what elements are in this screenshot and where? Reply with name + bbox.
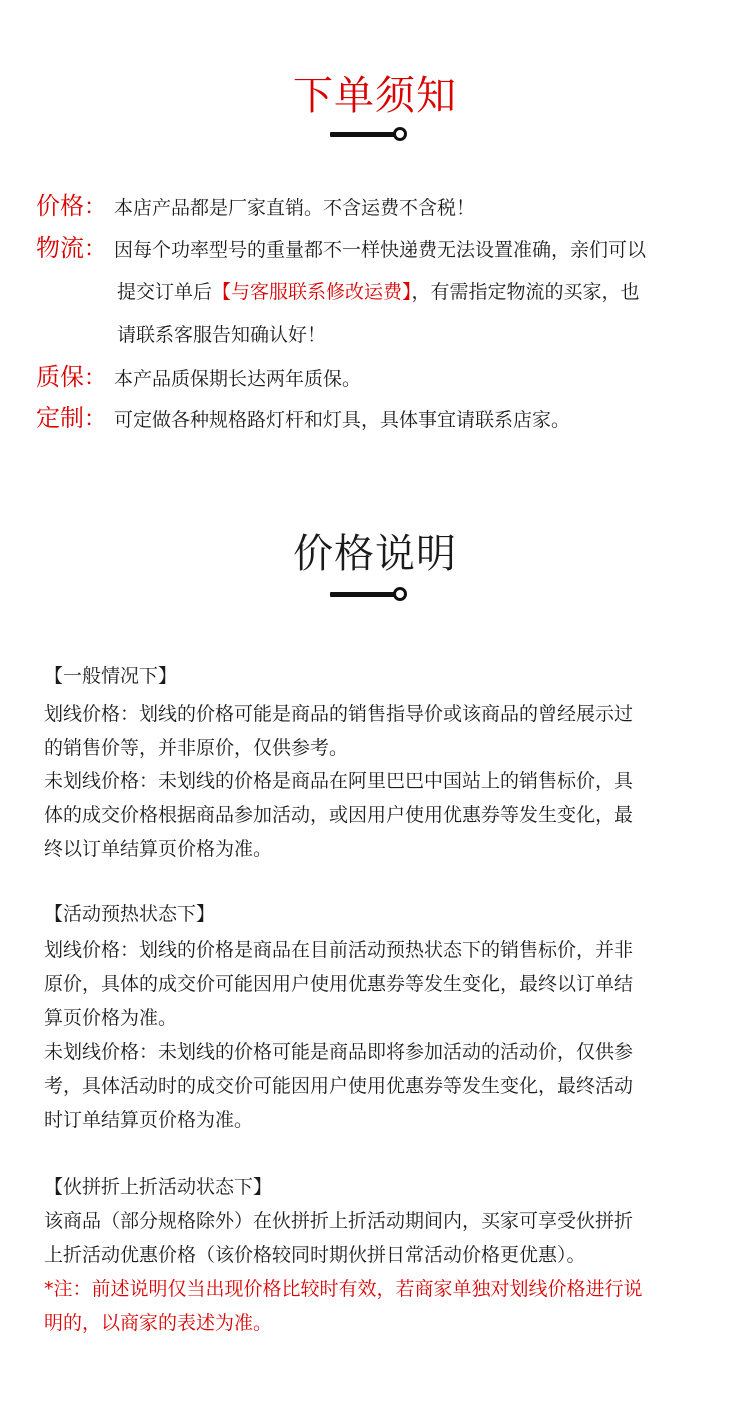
- notice-label-custom: 定制: [36, 404, 84, 432]
- price-title: 价格说明: [293, 531, 457, 577]
- divider-ring: [393, 587, 407, 601]
- price-line: 考，具体活动时的成交价可能因用户使用优惠券等发生变化，最终活动: [44, 1075, 634, 1097]
- price-line: 划线价格：划线的价格可能是商品的销售指导价或该商品的曾经展示过: [44, 703, 634, 725]
- price-line: 算页价格为准。: [44, 1007, 178, 1029]
- notice-text-price: 本店产品都是厂家直销。不含运费不含税！: [114, 197, 476, 219]
- notice-logistics-line2: [117, 279, 640, 305]
- price-heading-general: 【一般情况下】: [44, 665, 178, 687]
- price-heading-preheat: 【活动预热状态下】: [44, 903, 216, 925]
- notice-label-logistics: 物流: [36, 234, 84, 262]
- price-line: 时订单结算页价格为准。: [44, 1109, 254, 1131]
- divider-bar: [330, 592, 396, 597]
- price-line: 该商品（部分规格除外）在伙拼折上折活动期间内，买家可享受伙拼折: [44, 1210, 634, 1232]
- logistics-line2-after: ，有需指定物流的买家，也: [411, 281, 640, 303]
- price-line: 终以订单结算页价格为准。: [44, 838, 273, 860]
- price-title-divider: [330, 587, 406, 601]
- price-note-line: 明的，以商家的表述为准。: [44, 1312, 273, 1334]
- price-heading-group-buy: 【伙拼折上折活动状态下】: [44, 1176, 273, 1198]
- notice-label-price: 价格: [36, 192, 84, 220]
- logistics-line2-before: 提交订单后: [117, 281, 213, 303]
- notice-row-price: [36, 193, 475, 221]
- price-line: 划线价格：划线的价格是商品在目前活动预热状态下的销售标价，并非: [44, 939, 634, 961]
- notice-text-warranty: 本产品质保期长达两年质保。: [114, 368, 362, 390]
- divider-ring: [393, 127, 407, 141]
- price-line: 上折活动优惠价格（该价格较同时期伙拼日常活动价格更优惠）。: [44, 1244, 586, 1266]
- notice-title-divider: [330, 127, 406, 141]
- notice-logistics-line3: 请联系客服告知确认好！: [117, 324, 327, 346]
- price-line: 体的成交价格根据商品参加活动，或因用户使用优惠券等发生变化，最: [44, 804, 634, 826]
- notice-colon: ：: [84, 195, 107, 220]
- notice-row-logistics: [36, 235, 646, 263]
- notice-row-custom: [36, 405, 570, 433]
- notice-label-warranty: 质保: [36, 363, 84, 391]
- notice-colon: ：: [84, 237, 107, 262]
- price-line: 原价，具体的成交价可能因用户使用优惠券等发生变化，最终以订单结: [44, 973, 634, 995]
- logistics-highlight: 【与客服联系修改运费】: [212, 281, 412, 303]
- price-note-line: *注：前述说明仅当出现价格比较时有效，若商家单独对划线价格进行说: [44, 1278, 643, 1300]
- notice-row-warranty: [36, 364, 361, 392]
- notice-text-custom: 可定做各种规格路灯杆和灯具，具体事宜请联系店家。: [114, 409, 571, 431]
- notice-title: 下单须知: [293, 73, 457, 119]
- notice-text-logistics: 因每个功率型号的重量都不一样快递费无法设置准确，亲们可以: [114, 239, 647, 261]
- notice-colon: ：: [84, 366, 107, 391]
- divider-bar: [330, 132, 396, 137]
- price-line: 的销售价等，并非原价，仅供参考。: [44, 737, 349, 759]
- price-line: 未划线价格：未划线的价格是商品在阿里巴巴中国站上的销售标价，具: [44, 770, 634, 792]
- price-line: 未划线价格：未划线的价格可能是商品即将参加活动的活动价，仅供参: [44, 1041, 634, 1063]
- notice-colon: ：: [84, 407, 107, 432]
